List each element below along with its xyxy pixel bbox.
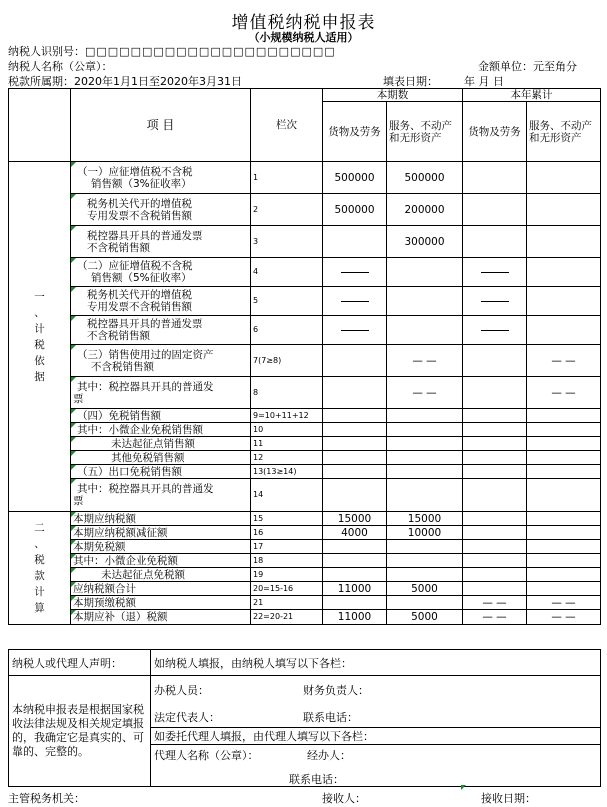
cell-ytd-goods[interactable]	[463, 423, 527, 437]
row-item: 应纳税额合计	[71, 582, 251, 596]
cell-ytd-services[interactable]	[527, 526, 601, 540]
cell-current-goods[interactable]	[323, 451, 387, 465]
section1-char: 一	[34, 290, 45, 303]
cell-ytd-goods[interactable]	[463, 512, 527, 526]
cell-ytd-services[interactable]	[527, 540, 601, 554]
section1-char: 、	[34, 306, 45, 319]
self-fill-fields	[151, 676, 601, 728]
cell-current-services[interactable]	[387, 423, 463, 437]
cell-current-goods[interactable]	[323, 479, 387, 512]
agent-phone-label: 联系电话：	[289, 773, 344, 786]
cell-ytd-services[interactable]: — —	[527, 377, 601, 409]
cell-current-services[interactable]: 10000	[387, 526, 463, 540]
row-line: 18	[251, 554, 323, 568]
row-item: 未达起征点免税额	[71, 568, 251, 582]
cell-ytd-goods[interactable]: — —	[463, 596, 527, 610]
cell-current-services[interactable]: 200000	[387, 194, 463, 226]
receiver-label: 接收人：	[322, 792, 366, 805]
corner-cell	[9, 89, 71, 162]
row-item: （三）销售使用过的固定资产 不含税销售额	[71, 345, 251, 377]
form-title: 增值税纳税申报表	[231, 13, 376, 33]
declaration-header: 纳税人或代理人声明：	[9, 650, 151, 676]
row-line: 9=10+11+12	[251, 409, 323, 423]
finance-head-label: 财务负责人：	[303, 684, 369, 697]
cell-current-goods[interactable]	[323, 568, 387, 582]
fill-date-label: 填表日期：	[383, 75, 438, 88]
cell-current-services[interactable]: 500000	[387, 162, 463, 194]
cell-current-goods[interactable]	[323, 409, 387, 423]
row-item: 本期免税额	[71, 540, 251, 554]
cell-current-goods[interactable]: 11000	[323, 582, 387, 596]
cell-ytd-services[interactable]: — —	[527, 596, 601, 610]
tax-office-label: 主管税务机关：	[8, 792, 85, 805]
row-line: 2	[251, 194, 323, 226]
cell-current-services[interactable]	[387, 451, 463, 465]
cell-ytd-services[interactable]	[527, 226, 601, 258]
cell-ytd-services[interactable]	[527, 258, 601, 287]
row-item: 其他免税销售额	[71, 451, 251, 465]
handler-label: 办税人员：	[154, 684, 209, 697]
section-tax-calculation	[9, 512, 71, 625]
row-line: 11	[251, 437, 323, 451]
cell-ytd-services[interactable]	[527, 316, 601, 345]
cell-ytd-goods[interactable]	[463, 568, 527, 582]
row-item: 本期预缴税额	[71, 596, 251, 610]
header-ytd-services: 服务、不动产和无形资产	[527, 102, 601, 162]
cell-current-services[interactable]: — —	[387, 377, 463, 409]
row-item: 本期应纳税额	[71, 512, 251, 526]
row-line: 5	[251, 287, 323, 316]
row-line: 8	[251, 377, 323, 409]
cell-current-goods[interactable]: 4000	[323, 526, 387, 540]
cell-ytd-services[interactable]: — —	[527, 345, 601, 377]
row-item: 其中：小微企业免税销售额	[71, 423, 251, 437]
cell-ytd-goods[interactable]	[463, 287, 527, 316]
cell-ytd-goods[interactable]: — —	[463, 610, 527, 625]
header-item: 项 目	[71, 89, 251, 162]
cell-current-goods[interactable]	[323, 226, 387, 258]
cell-ytd-services[interactable]: — —	[527, 610, 601, 625]
section2-char: 、	[34, 538, 45, 550]
cell-ytd-goods[interactable]	[463, 316, 527, 345]
amount-unit: 金额单位：元至角分	[478, 60, 577, 73]
row-line: 21	[251, 596, 323, 610]
cell-ytd-services[interactable]	[527, 437, 601, 451]
phone-label: 联系电话：	[303, 711, 358, 724]
row-line: 6	[251, 316, 323, 345]
row-line: 13(13≥14)	[251, 465, 323, 479]
cell-current-goods[interactable]	[323, 287, 387, 316]
row-line: 4	[251, 258, 323, 287]
row-line: 16	[251, 526, 323, 540]
taxpayer-name-label: 纳税人名称（公章）：	[8, 60, 113, 73]
section1-char: 依	[34, 354, 45, 367]
cell-ytd-services[interactable]	[527, 568, 601, 582]
cell-current-services[interactable]	[387, 568, 463, 582]
row-item: 本期应补（退）税额	[71, 610, 251, 625]
cell-ytd-goods[interactable]	[463, 226, 527, 258]
row-item: 税务机关代开的增值税 专用发票不含税销售额	[71, 287, 251, 316]
declaration-table	[8, 649, 601, 787]
row-line: 17	[251, 540, 323, 554]
cell-current-services[interactable]	[387, 287, 463, 316]
section1-char: 计	[34, 322, 45, 335]
agent-name-label: 代理人名称（公章）：	[154, 749, 259, 762]
cell-current-goods[interactable]	[323, 316, 387, 345]
row-line: 22=20-21	[251, 610, 323, 625]
section2-char: 算	[34, 602, 45, 614]
na-dash	[481, 272, 509, 273]
row-line: 19	[251, 568, 323, 582]
cell-ytd-services[interactable]	[527, 512, 601, 526]
cell-current-services[interactable]: 5000	[387, 610, 463, 625]
section-tax-basis	[9, 162, 71, 512]
cell-current-goods[interactable]	[323, 377, 387, 409]
cell-current-goods[interactable]	[323, 596, 387, 610]
legal-rep-label: 法定代表人：	[154, 711, 220, 724]
agent-fill-note: 如委托代理人填报，由代理人填写以下各栏：	[151, 728, 601, 745]
cell-ytd-services[interactable]	[527, 479, 601, 512]
cell-marker-icon	[461, 785, 466, 790]
cell-ytd-services[interactable]	[527, 554, 601, 568]
cell-current-goods[interactable]	[323, 554, 387, 568]
row-line: 14	[251, 479, 323, 512]
cell-current-services[interactable]: — —	[387, 345, 463, 377]
header-line: 栏次	[251, 89, 323, 162]
header-current-goods: 货物及劳务	[323, 102, 387, 162]
cell-ytd-services[interactable]	[527, 409, 601, 423]
header-year-to-date: 本年累计	[463, 89, 601, 102]
row-item: 本期应纳税额减征额	[71, 526, 251, 540]
section2-char: 款	[34, 570, 45, 582]
self-fill-note: 如纳税人填报，由纳税人填写以下各栏：	[151, 650, 601, 676]
cell-ytd-goods[interactable]	[463, 437, 527, 451]
cell-ytd-services[interactable]	[527, 287, 601, 316]
receive-date-label: 接收日期：	[481, 792, 536, 805]
na-dash	[341, 301, 369, 302]
cell-current-goods[interactable]: 11000	[323, 610, 387, 625]
header-current-services: 服务、不动产和无形资产	[387, 102, 463, 162]
header-ytd-goods: 货物及劳务	[463, 102, 527, 162]
row-line: 3	[251, 226, 323, 258]
cell-current-goods[interactable]	[323, 345, 387, 377]
cell-ytd-services[interactable]	[527, 582, 601, 596]
agent-handler-label: 经办人：	[307, 749, 351, 762]
row-item: （一）应征增值税不含税 销售额（3%征收率）	[71, 162, 251, 194]
cell-ytd-goods[interactable]	[463, 526, 527, 540]
row-item: 未达起征点销售额	[71, 437, 251, 451]
cell-ytd-goods[interactable]	[463, 162, 527, 194]
cell-ytd-goods[interactable]	[463, 554, 527, 568]
cell-current-goods[interactable]	[323, 465, 387, 479]
cell-current-services[interactable]	[387, 554, 463, 568]
cell-current-goods[interactable]	[323, 437, 387, 451]
tax-return-table	[8, 88, 601, 625]
cell-ytd-services[interactable]	[527, 451, 601, 465]
cell-ytd-goods[interactable]	[463, 451, 527, 465]
row-line: 7(7≥8)	[251, 345, 323, 377]
section2-char: 计	[34, 586, 45, 598]
taxpayer-id-row	[8, 43, 336, 59]
cell-current-goods[interactable]	[323, 423, 387, 437]
cell-current-goods[interactable]	[323, 540, 387, 554]
tax-period: 税款所属期：2020年1月1日至2020年3月31日	[8, 75, 242, 88]
row-item: （四）免税销售额	[71, 409, 251, 423]
cell-ytd-goods[interactable]	[463, 345, 527, 377]
row-line: 20=15-16	[251, 582, 323, 596]
taxpayer-id-boxes[interactable]: □□□□□□□□□□□□□□□□□□□□□□	[85, 45, 336, 58]
taxpayer-id-label: 纳税人识别号：	[8, 45, 85, 58]
row-line: 15	[251, 512, 323, 526]
header-current-period: 本期数	[323, 89, 463, 102]
cell-current-services[interactable]	[387, 316, 463, 345]
na-dash	[481, 301, 509, 302]
row-item: 其中：税控器具开具的普通发 票	[71, 377, 251, 409]
row-item: （二）应征增值税不含税 销售额（5%征收率）	[71, 258, 251, 287]
cell-ytd-services[interactable]	[527, 162, 601, 194]
section1-char: 据	[34, 370, 45, 383]
na-dash	[341, 272, 369, 273]
cell-current-goods[interactable]	[323, 258, 387, 287]
cell-current-goods[interactable]: 500000	[323, 194, 387, 226]
cell-current-services[interactable]	[387, 540, 463, 554]
cell-current-services[interactable]	[387, 479, 463, 512]
section2-char: 税	[34, 554, 45, 566]
cell-ytd-goods[interactable]	[463, 465, 527, 479]
section2-char: 二	[34, 522, 45, 534]
cell-ytd-goods[interactable]	[463, 258, 527, 287]
cell-current-services[interactable]	[387, 409, 463, 423]
agent-fields	[151, 745, 601, 787]
cell-ytd-goods[interactable]	[463, 377, 527, 409]
cell-current-services[interactable]	[387, 437, 463, 451]
cell-current-services[interactable]: 15000	[387, 512, 463, 526]
fill-date-value[interactable]: 年 月 日	[464, 75, 504, 88]
na-dash	[481, 330, 509, 331]
row-line: 10	[251, 423, 323, 437]
cell-current-goods[interactable]: 500000	[323, 162, 387, 194]
row-line: 12	[251, 451, 323, 465]
cell-ytd-goods[interactable]	[463, 479, 527, 512]
row-item: 其中：小微企业免税额	[71, 554, 251, 568]
cell-ytd-goods[interactable]	[463, 194, 527, 226]
cell-ytd-services[interactable]	[527, 423, 601, 437]
row-item: 税控器具开具的普通发票 不含税销售额	[71, 226, 251, 258]
row-item: （五）出口免税销售额	[71, 465, 251, 479]
declaration-statement: 本纳税申报表是根据国家税收法律法规及相关规定填报的，我确定它是真实的、可靠的、完整的。	[9, 676, 151, 787]
cell-current-services[interactable]	[387, 258, 463, 287]
row-line: 1	[251, 162, 323, 194]
cell-current-services[interactable]	[387, 465, 463, 479]
cell-current-services[interactable]: 300000	[387, 226, 463, 258]
form-subtitle: （小规模纳税人适用）	[248, 31, 359, 44]
row-item: 税控器具开具的普通发票 不含税销售额	[71, 316, 251, 345]
section1-char: 税	[34, 338, 45, 351]
cell-current-services[interactable]: 5000	[387, 582, 463, 596]
cell-current-goods[interactable]: 15000	[323, 512, 387, 526]
cell-ytd-goods[interactable]	[463, 540, 527, 554]
cell-ytd-goods[interactable]	[463, 582, 527, 596]
row-item: 其中：税控器具开具的普通发 票	[71, 479, 251, 512]
cell-ytd-services[interactable]	[527, 465, 601, 479]
cell-current-services[interactable]	[387, 596, 463, 610]
cell-ytd-goods[interactable]	[463, 409, 527, 423]
na-dash	[341, 330, 369, 331]
row-item: 税务机关代开的增值税 专用发票不含税销售额	[71, 194, 251, 226]
cell-ytd-services[interactable]	[527, 194, 601, 226]
